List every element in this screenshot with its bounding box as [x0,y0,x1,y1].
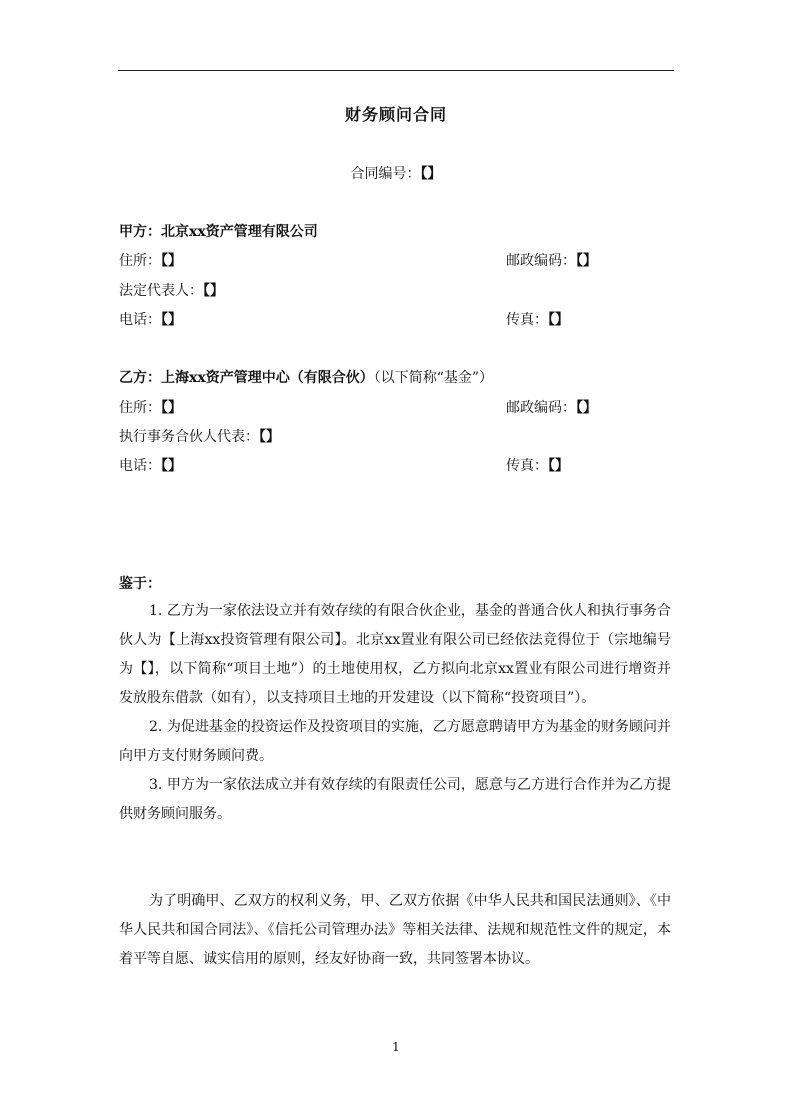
header-rule [118,70,674,71]
party-b-fax-value: 【】 [548,458,569,474]
recital-item-3: 3. 甲方为一家依法成立并有效存续的有限责任公司，愿意与乙方进行合作并为乙方提供财务顾问服务。 [119,777,671,822]
party-a-fax [506,309,569,329]
contract-number [0,163,792,183]
page-number: 1 [392,1040,400,1054]
party-a-rep-label: 法定代表人： [119,283,203,299]
party-a-address-label: 住所： [119,253,161,269]
party-b-address [119,397,182,417]
party-a-fax-value: 【】 [548,312,569,328]
party-b-address-label: 住所： [119,400,161,416]
party-a-phone-value: 【】 [161,312,182,328]
party-b-phone-label: 电话： [119,458,161,474]
party-a-phone-label: 电话： [119,312,161,328]
party-a-rep-value: 【】 [203,283,224,299]
party-b-fax-label: 传真： [506,458,548,474]
party-b-rep-value: 【】 [259,429,280,445]
party-a-postcode-value: 【】 [576,253,597,269]
recitals-heading: 鉴于： [119,576,161,592]
party-b-phone [119,455,182,475]
party-b-postcode-value: 【】 [576,400,597,416]
party-b-fax [506,455,569,475]
document-title: 财务顾问合同 [344,105,447,124]
party-a-phone [119,309,182,329]
party-b-heading-note: （以下简称“基金”） [373,370,494,386]
party-a-heading: 甲方：北京xx资产管理有限公司 [119,224,318,240]
recitals-body [119,597,671,829]
contract-number-label: 合同编号： [350,166,421,182]
party-b-postcode [506,397,597,417]
party-a-postcode-label: 邮政编码： [506,253,576,269]
recital-item-1: 1. 乙方为一家依法设立并有效存续的有限合伙企业，基金的普通合伙人和执行事务合伙人为【上海xx投资管理有限公司】。北京xx置业有限公司已经依法竞得位于（宗地编号为【】，以下简称“项目土地”）的土地使用权，乙方拟向北京xx置业有限公司进行增资并发放股东借款（如有），以支持项目土地的开发建设（以下简称“投资项目”）。 [119,603,671,706]
contract-number-value: 【】 [420,166,442,182]
party-a-address [119,250,182,270]
party-b-rep-label: 执行事务合伙人代表： [119,429,259,445]
party-b-heading: 乙方：上海xx资产管理中心（有限合伙） [119,370,374,386]
party-b-address-value: 【】 [161,400,182,416]
closing-paragraph-block [119,887,671,974]
closing-paragraph: 为了明确甲、乙双方的权利义务，甲、乙双方依据《中华人民共和国民法通则》、《中华人民共和国合同法》、《信托公司管理办法》等相关法律、法规和规范性文件的规定，本着平等自愿、诚实信用的原则，经友好协商一致，共同签署本协议。 [119,893,671,967]
party-a-representative [119,280,224,300]
party-b-representative [119,426,280,446]
recital-item-2: 2. 为促进基金的投资运作及投资项目的实施，乙方愿意聘请甲方为基金的财务顾问并向甲方支付财务顾问费。 [119,719,671,764]
party-b-heading-line [119,367,493,387]
party-b-postcode-label: 邮政编码： [506,400,576,416]
party-a-fax-label: 传真： [506,312,548,328]
party-b-phone-value: 【】 [161,458,182,474]
party-a-address-value: 【】 [161,253,182,269]
party-a-postcode [506,250,597,270]
